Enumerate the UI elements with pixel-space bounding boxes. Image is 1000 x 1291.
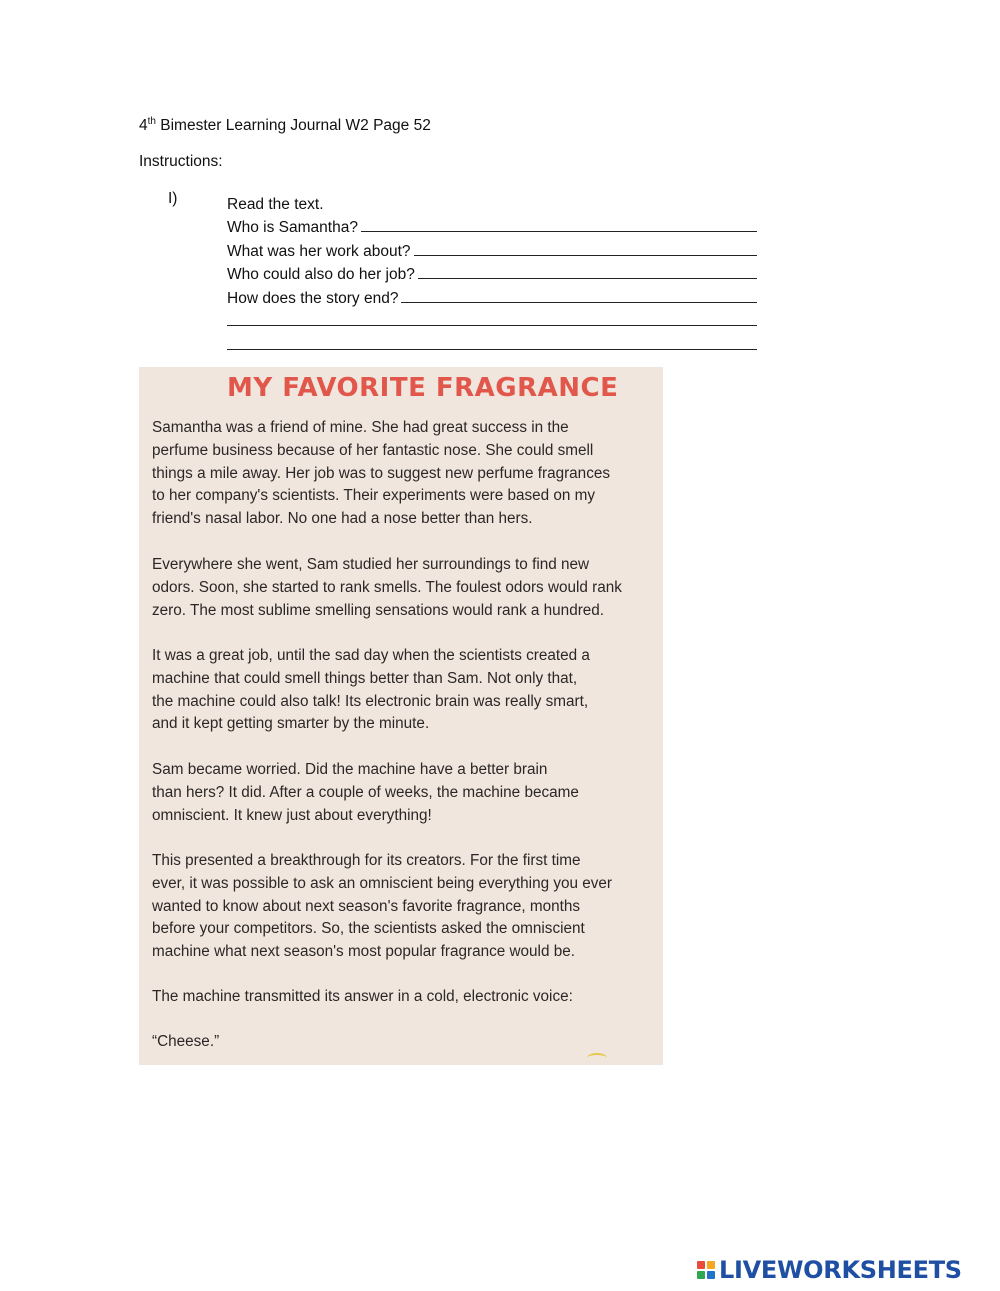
instruction-line — [227, 190, 757, 214]
reading-paragraph: Samantha was a friend of mine. She had great success in the perfume business because of her fantastic nose. She could smell things a mile away. Her job was to suggest new perfume fragrances to her company's scientists. Their experiments were based on my friend's nasal labor. No one had a nose better than hers. — [152, 419, 610, 528]
question-story-end: How does the story end? — [227, 289, 399, 307]
question-block — [227, 190, 757, 355]
heading-ordinal: 4 — [139, 117, 148, 135]
decorative-mark — [587, 1053, 607, 1063]
question-work-about: What was her work about? — [227, 242, 411, 260]
answer-line-extra — [227, 308, 757, 332]
reading-paragraph: This presented a breakthrough for its creators. For the first time ever, it was possible to ask an omniscient being everything you ever wanted to know about next season's favorite fragrance, months before your competitors. So, the scientists asked the omniscient machine what next season's most popular fragrance would be. — [152, 852, 613, 961]
question-who-is-samantha: Who is Samantha? — [227, 219, 358, 236]
reading-passage-image — [139, 367, 663, 1065]
reading-title: MY FAVORITE FRAGRANCE — [227, 373, 619, 403]
page-heading — [139, 116, 431, 135]
heading-text: Bimester Learning Journal W2 Page 52 — [155, 117, 431, 135]
question-line — [227, 284, 757, 308]
reading-paragraph: “Cheese.” — [152, 1033, 220, 1050]
answer-blank[interactable] — [227, 325, 757, 326]
question-line — [227, 261, 757, 285]
reading-paragraph: The machine transmitted its answer in a cold, electronic voice: — [152, 988, 573, 1005]
answer-blank[interactable] — [401, 302, 757, 303]
answer-line-extra — [227, 331, 757, 355]
question-line — [227, 237, 757, 261]
instructions-label: Instructions: — [139, 153, 223, 170]
logo-square — [707, 1271, 715, 1279]
logo-square — [697, 1271, 705, 1279]
heading-ordinal-suffix: th — [147, 116, 156, 127]
instruction-text: Read the text. — [227, 195, 324, 213]
reading-paragraph: It was a great job, until the sad day when the scientists created a machine that could smell things better than Sam. Not only that, the machine could also talk! Its electronic brain was really smart, and it kept getting smarter by the minute. — [152, 647, 590, 733]
logo-mark-icon — [697, 1261, 715, 1279]
answer-blank[interactable] — [361, 231, 757, 232]
reading-paragraph: Everywhere she went, Sam studied her surroundings to find new odors. Soon, she started to rank smells. The foulest odors would rank zero. The most sublime smelling sensations would rank a hundred. — [152, 556, 622, 619]
question-who-else: Who could also do her job? — [227, 266, 415, 283]
answer-blank[interactable] — [418, 278, 757, 279]
logo-square — [707, 1261, 715, 1269]
reading-paragraph: Sam became worried. Did the machine have a better brain than hers? It did. After a couple of weeks, the machine became omniscient. It knew just about everything! — [152, 761, 579, 824]
answer-blank[interactable] — [227, 349, 757, 350]
section-numeral: I) — [168, 190, 178, 207]
logo-text: LIVEWORKSHEETS — [719, 1256, 962, 1284]
answer-blank[interactable] — [414, 255, 757, 256]
question-line — [227, 214, 757, 238]
liveworksheets-logo — [697, 1255, 962, 1285]
logo-square — [697, 1261, 705, 1269]
